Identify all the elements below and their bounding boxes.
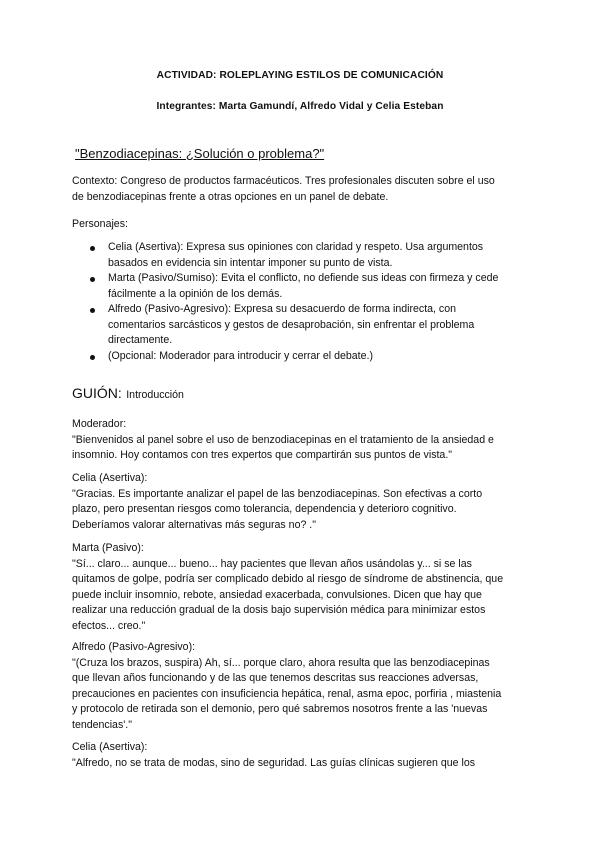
speaker-label: Alfredo (Pasivo-Agresivo): (72, 641, 196, 653)
list-item (108, 240, 483, 271)
dialogue-line: "(Cruza los brazos, suspira) Ah, sí... porque claro, ahora resulta que las benzodiacepinas (72, 656, 490, 669)
context-line: de benzodiacepinas frente a otras opciones en un panel de debate. (72, 190, 389, 203)
list-item-line: Marta (Pasivo/Sumiso): Evita el conflicto, no defiende sus ideas con firmeza y cede (108, 272, 499, 284)
list-item-line: comentarios sarcásticos y gestos de desaprobación, sin enfrentar el problema (108, 318, 475, 331)
dialogue-block (72, 471, 482, 533)
script-heading: GUIÓN: (72, 385, 122, 401)
bullet-icon (90, 246, 95, 251)
context-paragraph (72, 174, 495, 205)
list-item (108, 349, 373, 365)
dialogue-block (72, 740, 475, 771)
list-item-line: directamente. (108, 334, 173, 347)
script-subheading: Introducción (126, 389, 184, 401)
context-line: Contexto: Congreso de productos farmacéuticos. Tres profesionales discuten sobre el uso (72, 175, 495, 187)
list-item-line: Alfredo (Pasivo-Agresivo): Expresa su desacuerdo de forma indirecta, con (108, 303, 456, 315)
dialogue-line: "Sí... claro... aunque... bueno... hay pacientes que llevan años usándolas y... si se las (72, 557, 472, 570)
document-title: ACTIVIDAD: ROLEPLAYING ESTILOS DE COMUNICACIÓN (156, 70, 444, 81)
characters-label: Personajes: (72, 218, 128, 230)
dialogue-line: efectos... creo." (72, 619, 146, 632)
list-item (108, 302, 474, 349)
script-heading-row (72, 385, 184, 403)
list-item (108, 271, 498, 302)
dialogue-block (72, 541, 503, 635)
speaker-label: Marta (Pasivo): (72, 542, 144, 554)
dialogue-line: precauciones en pacientes con insuficiencia hepática, renal, asma epoc, porfiria , miastenia (72, 687, 502, 700)
list-item-line: (Opcional: Moderador para introducir y cerrar el debate.) (108, 350, 373, 362)
dialogue-line: plazo, pero presentan riesgos como tolerancia, dependencia y deterioro cognitivo. (72, 503, 457, 516)
bullet-icon (90, 355, 95, 360)
bullet-icon (90, 277, 95, 282)
dialogue-line: insomnio. Hoy contamos con tres expertos que compartirán sus puntos de vista." (72, 449, 453, 462)
list-item-line: fácilmente a la opinión de los demás. (108, 287, 283, 300)
dialogue-line: y protocolo de retirada son el demonio, pero qué sabremos nosotros frente a las 'nuevas (72, 703, 488, 716)
members-line: Integrantes: Marta Gamundí, Alfredo Vidal y Celia Esteban (156, 101, 444, 112)
dialogue-line: que llevan años funcionando y de las que tenemos descritas sus reacciones adversas, (72, 672, 479, 685)
dialogue-line: "Alfredo, no se trata de modas, sino de seguridad. Las guías clínicas sugieren que los (72, 756, 476, 769)
dialogue-line: "Bienvenidos al panel sobre el uso de benzodiacepinas en el tratamiento de la ansiedad e (72, 433, 494, 446)
debate-subtitle: "Benzodiacepinas: ¿Solución o problema?" (75, 146, 325, 161)
speaker-label: Celia (Asertiva): (72, 741, 148, 753)
list-item-line: Celia (Asertiva): Expresa sus opiniones con claridad y respeto. Usa argumentos (108, 241, 484, 253)
speaker-label: Celia (Asertiva): (72, 472, 148, 484)
bullet-icon (90, 308, 95, 313)
speaker-label: Moderador: (72, 418, 127, 430)
dialogue-line: realizar una reducción gradual de la dosis bajo supervisión médica para minimizar estos (72, 604, 486, 617)
dialogue-block (72, 640, 501, 734)
dialogue-line: puede incluir insomnio, rebote, ansiedad exacerbada, convulsiones. Dicen que hay que (72, 588, 482, 601)
list-item-line: basados en evidencia sin intentar imponer su punto de vista. (108, 256, 393, 269)
dialogue-line: tendencias'." (72, 718, 132, 731)
dialogue-line: Deberíamos valorar alternativas más seguras no? ." (72, 518, 316, 531)
dialogue-line: "Gracias. Es importante analizar el papel de las benzodiacepinas. Son efectivas a corto (72, 487, 483, 500)
dialogue-block (72, 417, 494, 464)
dialogue-line: quitamos de golpe, podría ser complicado debido al riesgo de síndrome de abstinencia, que (72, 573, 504, 586)
